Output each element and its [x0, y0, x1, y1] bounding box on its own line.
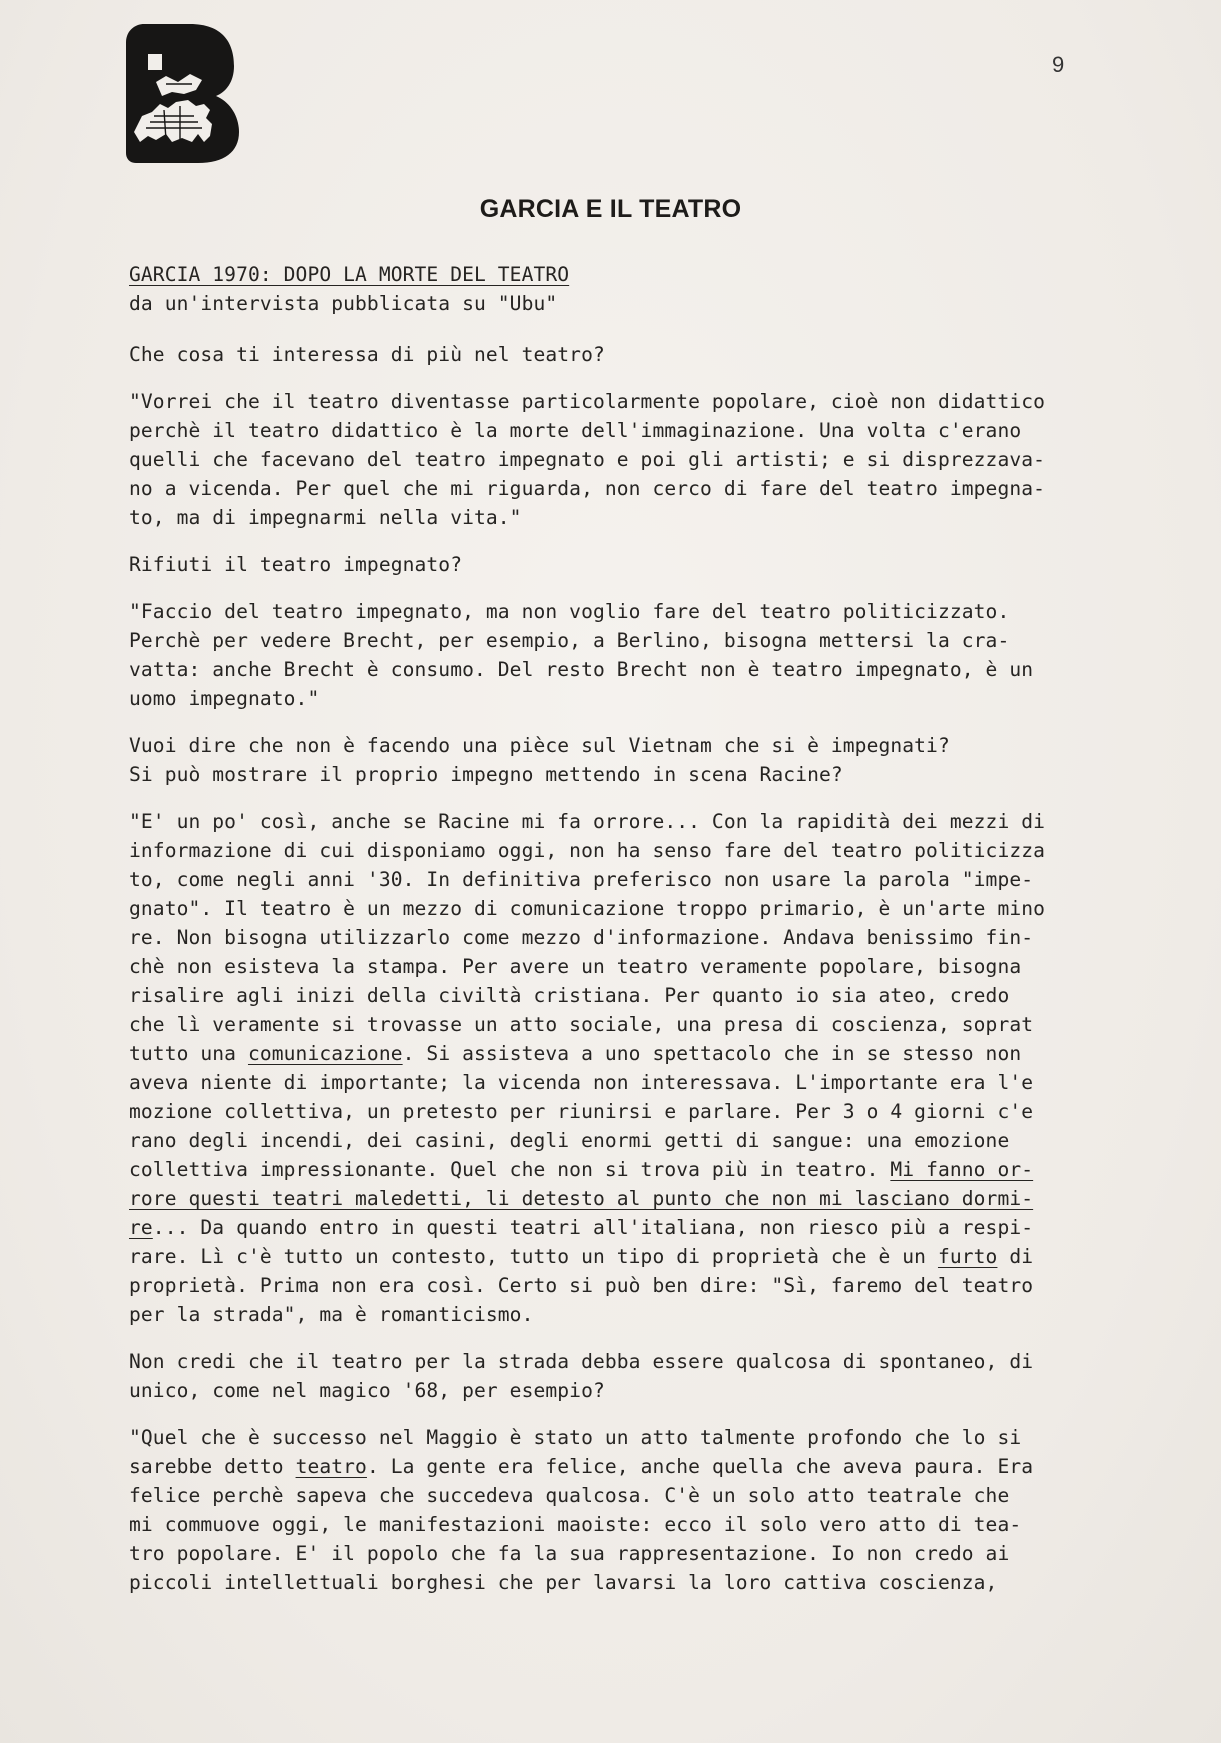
answer-3-line: gnato". Il teatro è un mezzo di comunicazione troppo primario, è un'arte mino — [129, 897, 1046, 920]
answer-2-line: vatta: anche Brecht è consumo. Del resto Brecht non è teatro impegnato, è un — [129, 658, 1034, 681]
underlined-text: re — [129, 1216, 153, 1239]
answer-4-line: piccoli intellettuali borghesi che per lavarsi la loro cattiva coscienza, — [129, 1571, 998, 1594]
answer-2-line: uomo impegnato." — [129, 687, 320, 710]
text-run: sarebbe detto — [129, 1455, 296, 1478]
answer-3-line: "E' un po' così, anche se Racine mi fa orrore... Con la rapidità dei mezzi di — [129, 810, 1046, 833]
question-3-line: Si può mostrare il proprio impegno mettendo in scena Racine? — [129, 763, 843, 786]
answer-3-line — [129, 1184, 1089, 1213]
answer-3-line: aveva niente di importante; la vicenda non interessava. L'importante era l'e — [129, 1071, 1034, 1094]
answer-3-line — [129, 1039, 1089, 1068]
answer-3-line: proprietà. Prima non era così. Certo si può ben dire: "Sì, faremo del teatro — [129, 1274, 1034, 1297]
text-run: ... Da quando entro in questi teatri all'italiana, non riesco più a respi- — [152, 1216, 1034, 1239]
answer-3-line: informazione di cui disponiamo oggi, non ha senso fare del teatro politicizza — [129, 839, 1046, 862]
answer-4-line: felice perchè sapeva che succedeva qualcosa. C'è un solo atto teatrale che — [129, 1484, 1010, 1507]
page-number: 9 — [1052, 52, 1065, 77]
text-run: . La gente era felice, anche quella che aveva paura. Era — [366, 1455, 1034, 1478]
question-2: Rifiuti il teatro impegnato? — [129, 553, 463, 576]
underlined-text: Mi fanno or- — [890, 1158, 1034, 1181]
answer-3-line: rano degli incendi, dei casini, degli enormi getti di sangue: una emozione — [129, 1129, 1010, 1152]
section-heading: GARCIA 1970: DOPO LA MORTE DEL TEATRO — [129, 263, 570, 286]
answer-1-line: no a vicenda. Per quel che mi riguarda, non cerco di fare del teatro impegna- — [129, 477, 1046, 500]
text-run: collettiva impressionante. Quel che non si trova più in teatro. — [129, 1158, 891, 1181]
underlined-text: comunicazione — [247, 1042, 403, 1065]
text-run: rare. Lì c'è tutto un contesto, tutto un tipo di proprietà che è un — [129, 1245, 938, 1268]
answer-1-line: quelli che facevano del teatro impegnato e poi gli artisti; e si disprezzava- — [129, 448, 1046, 471]
question-3-line: Vuoi dire che non è facendo una pièce sul Vietnam che si è impegnati? — [129, 734, 950, 757]
answer-1-line: "Vorrei che il teatro diventasse particolarmente popolare, cioè non didattico — [129, 390, 1046, 413]
text-run: di — [997, 1245, 1034, 1268]
answer-4-line: "Quel che è successo nel Maggio è stato un atto talmente profondo che lo si — [129, 1426, 1022, 1449]
page-title: GARCIA E IL TEATRO — [479, 195, 742, 223]
text-run: tutto una — [129, 1042, 248, 1065]
underlined-text: rore questi teatri maledetti, li detesto al punto che non mi lasciano dormi- — [129, 1187, 1034, 1210]
answer-2-line: Perchè per vedere Brecht, per esempio, a Berlino, bisogna mettersi la cra- — [129, 629, 1010, 652]
article-body — [129, 260, 1089, 1597]
answer-4-line: tro popolare. E' il popolo che fa la sua rappresentazione. Io non credo ai — [129, 1542, 1010, 1565]
answer-3-line — [129, 1213, 1089, 1242]
answer-4-line: mi commuove oggi, le manifestazioni maoiste: ecco il solo vero atto di tea- — [129, 1513, 1022, 1536]
answer-3-line — [129, 1155, 1089, 1184]
answer-4-line — [129, 1452, 1089, 1481]
answer-3-line: chè non esisteva la stampa. Per avere un teatro veramente popolare, bisogna — [129, 955, 1022, 978]
answer-3-line: che lì veramente si trovasse un atto sociale, una presa di coscienza, soprat — [129, 1013, 1034, 1036]
answer-1-line: to, ma di impegnarmi nella vita." — [129, 506, 522, 529]
answer-3-line: to, come negli anni '30. In definitiva preferisco non usare la parola "impe- — [129, 868, 1034, 891]
question-4-line: unico, come nel magico '68, per esempio? — [129, 1379, 605, 1402]
answer-3-line: mozione collettiva, un pretesto per riunirsi e parlare. Per 3 o 4 giorni c'e — [129, 1100, 1034, 1123]
underlined-text: furto — [937, 1245, 998, 1268]
biennale-lion-logo — [126, 24, 239, 163]
answer-2-line: "Faccio del teatro impegnato, ma non voglio fare del teatro politicizzato. — [129, 600, 1010, 623]
question-1: Che cosa ti interessa di più nel teatro? — [129, 343, 605, 366]
answer-3-line: risalire agli inizi della civiltà cristiana. Per quanto io sia ateo, credo — [129, 984, 1010, 1007]
underlined-text: teatro — [295, 1455, 367, 1478]
answer-1-line: perchè il teatro didattico è la morte dell'immaginazione. Una volta c'erano — [129, 419, 1022, 442]
question-4-line: Non credi che il teatro per la strada debba essere qualcosa di spontaneo, di — [129, 1350, 1034, 1373]
source-line: da un'intervista pubblicata su "Ubu" — [129, 292, 558, 315]
answer-3-line: re. Non bisogna utilizzarlo come mezzo d'informazione. Andava benissimo fin- — [129, 926, 1034, 949]
text-run: . Si assisteva a uno spettacolo che in se stesso non — [402, 1042, 1022, 1065]
answer-3-line: per la strada", ma è romanticismo. — [129, 1303, 534, 1326]
answer-3-line — [129, 1242, 1089, 1271]
